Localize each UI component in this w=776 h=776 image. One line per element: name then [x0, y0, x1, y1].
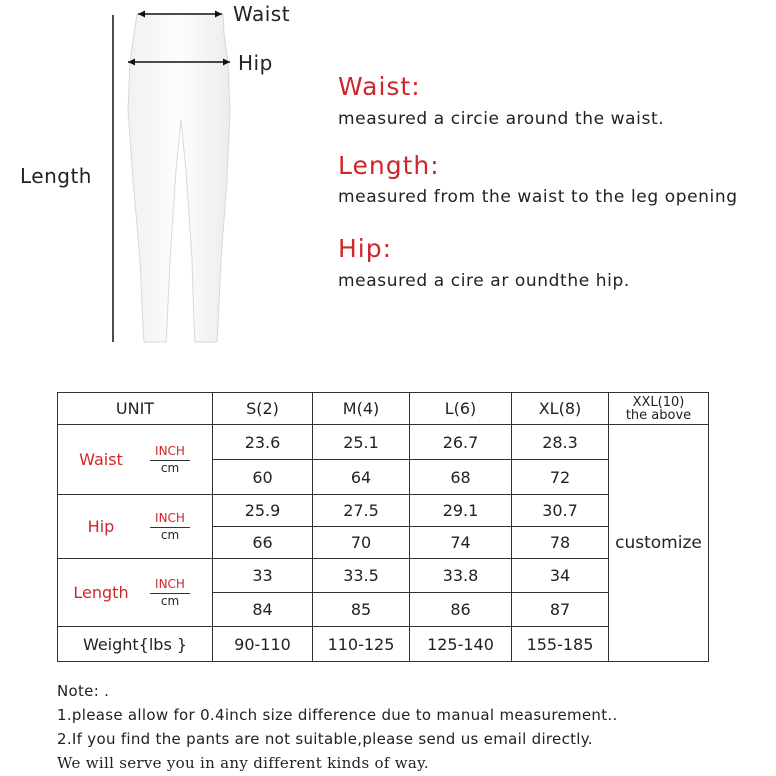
weight-row-label: Weight{lbs } — [58, 627, 213, 662]
size-chart-table — [57, 392, 709, 662]
cm-unit: cm — [160, 593, 180, 608]
length-cm-l: 86 — [410, 593, 512, 627]
xxl-label: XXL(10) — [632, 394, 685, 410]
length-inch-s: 33 — [213, 559, 313, 593]
unit-fraction — [150, 444, 190, 476]
length-inch-xl: 34 — [512, 559, 609, 593]
leggings-silhouette — [128, 14, 230, 342]
unit-fraction — [150, 511, 190, 543]
note-line-1: 1.please allow for 0.4inch size difference due to manual measurement.. — [57, 706, 618, 724]
hip-cm-s: 66 — [213, 527, 313, 559]
hip-row-label: Hip — [87, 517, 115, 536]
size-header-m: M(4) — [313, 393, 410, 425]
hip-inch-xl: 30.7 — [512, 495, 609, 527]
waist-unit-cell — [58, 425, 213, 495]
unit-fraction — [150, 577, 190, 609]
unit-header: UNIT — [58, 393, 213, 425]
waist-definition-text: measured a circie around the waist. — [338, 109, 665, 129]
inch-unit: INCH — [150, 444, 190, 461]
note-line-2: 2.If you find the pants are not suitable,please send us email directly. — [57, 730, 593, 748]
customize-cell: customize — [609, 425, 709, 662]
hip-definition-text: measured a cire ar oundthe hip. — [338, 271, 630, 291]
size-header-l: L(6) — [410, 393, 512, 425]
inch-unit: INCH — [150, 511, 190, 528]
length-definition-text: measured from the waist to the leg opening — [338, 187, 738, 207]
waist-cm-s: 60 — [213, 460, 313, 495]
size-header-xxl — [609, 393, 709, 425]
hip-cm-l: 74 — [410, 527, 512, 559]
length-definition-title: Length: — [338, 151, 440, 180]
waist-definition-title: Waist: — [338, 72, 421, 101]
hip-inch-l: 29.1 — [410, 495, 512, 527]
length-row-label: Length — [73, 583, 129, 602]
waist-label: Waist — [233, 2, 291, 26]
waist-inch-row — [58, 425, 709, 460]
size-header-s: S(2) — [213, 393, 313, 425]
hip-definition-title: Hip: — [338, 234, 393, 263]
hip-unit-cell — [58, 495, 213, 559]
length-inch-m: 33.5 — [313, 559, 410, 593]
waist-inch-l: 26.7 — [410, 425, 512, 460]
waist-inch-xl: 28.3 — [512, 425, 609, 460]
inch-unit: INCH — [150, 577, 190, 594]
xxl-sub-label: the above — [625, 407, 692, 423]
length-unit-cell — [58, 559, 213, 627]
note-line-3: We will serve you in any different kinds of way. — [57, 754, 429, 772]
waist-cm-l: 68 — [410, 460, 512, 495]
length-label: Length — [20, 164, 92, 188]
waist-inch-m: 25.1 — [313, 425, 410, 460]
length-cm-s: 84 — [213, 593, 313, 627]
length-cm-xl: 87 — [512, 593, 609, 627]
size-header-xl: XL(8) — [512, 393, 609, 425]
header-row — [58, 393, 709, 425]
waist-inch-s: 23.6 — [213, 425, 313, 460]
weight-l: 125-140 — [410, 627, 512, 662]
waist-cm-m: 64 — [313, 460, 410, 495]
waist-cm-xl: 72 — [512, 460, 609, 495]
weight-s: 90-110 — [213, 627, 313, 662]
hip-cm-m: 70 — [313, 527, 410, 559]
length-inch-l: 33.8 — [410, 559, 512, 593]
waist-row-label: Waist — [79, 450, 123, 469]
hip-inch-s: 25.9 — [213, 495, 313, 527]
hip-inch-m: 27.5 — [313, 495, 410, 527]
hip-cm-xl: 78 — [512, 527, 609, 559]
weight-xl: 155-185 — [512, 627, 609, 662]
hip-label: Hip — [238, 51, 273, 75]
note-title: Note: . — [57, 682, 110, 700]
cm-unit: cm — [160, 527, 180, 542]
weight-m: 110-125 — [313, 627, 410, 662]
cm-unit: cm — [160, 460, 180, 475]
length-cm-m: 85 — [313, 593, 410, 627]
